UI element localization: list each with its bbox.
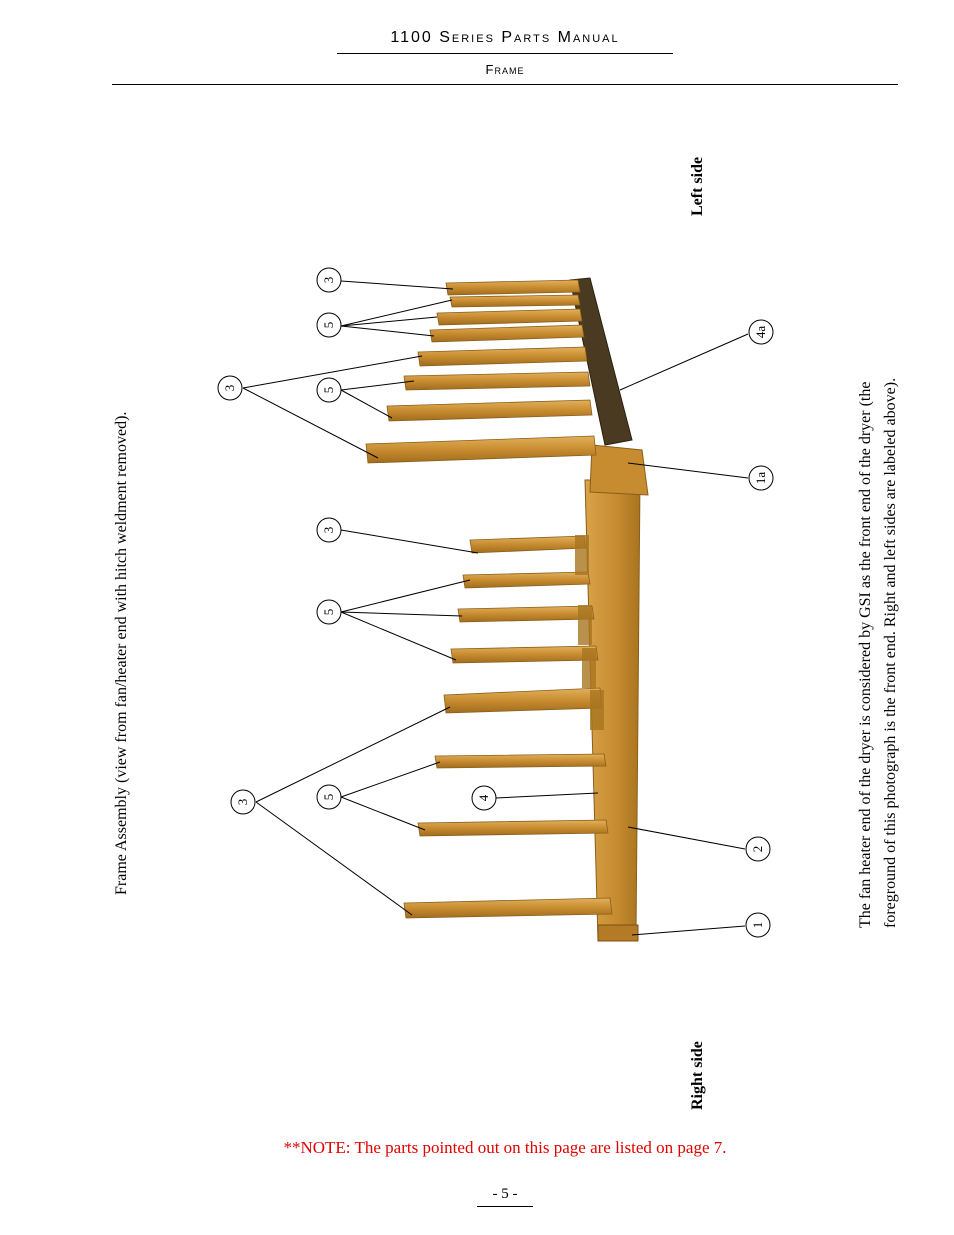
leader-line bbox=[256, 802, 412, 915]
cross-arm bbox=[451, 646, 598, 663]
leader-line bbox=[341, 762, 440, 797]
callout-number: 4 bbox=[476, 794, 491, 802]
leader-line bbox=[341, 317, 437, 326]
cross-arm bbox=[366, 436, 596, 463]
rail-bracket bbox=[590, 690, 604, 730]
leader-line bbox=[243, 388, 378, 458]
leader-line bbox=[341, 797, 425, 830]
callout-number: 3 bbox=[321, 276, 336, 284]
front-end-note-line-2: foreground of this photograph is the front end. Right and left sides are labeled above). bbox=[882, 377, 899, 928]
leader-line bbox=[256, 707, 450, 802]
callout-number: 1 bbox=[750, 921, 765, 929]
leader-line bbox=[341, 381, 414, 390]
cross-arm bbox=[444, 688, 602, 713]
manual-title: 1100 Series Parts Manual bbox=[390, 29, 620, 46]
cross-arm bbox=[435, 754, 606, 768]
callout-number: 3 bbox=[235, 798, 250, 806]
leader-line bbox=[620, 334, 748, 390]
cross-arm bbox=[450, 295, 580, 307]
front-bracket bbox=[590, 445, 648, 495]
leader-line bbox=[628, 827, 745, 849]
callout-number: 5 bbox=[321, 608, 336, 616]
cross-arm bbox=[418, 820, 608, 836]
leader-line bbox=[341, 580, 470, 612]
leader-line bbox=[632, 926, 745, 935]
frame-photo bbox=[366, 278, 648, 941]
rail-bracket bbox=[582, 648, 596, 688]
callout-number: 1a bbox=[753, 471, 768, 485]
callout-number: 3 bbox=[321, 526, 336, 534]
rail-bracket bbox=[578, 605, 592, 645]
page-number-underline bbox=[477, 1206, 533, 1207]
leader-line bbox=[496, 793, 598, 798]
callout-number: 2 bbox=[750, 845, 765, 853]
leader-line bbox=[628, 463, 748, 478]
cross-arm bbox=[418, 347, 587, 366]
section-title: Frame bbox=[485, 62, 525, 77]
callout-balloons bbox=[218, 268, 773, 937]
cross-arm bbox=[446, 280, 580, 295]
callout-number: 5 bbox=[321, 321, 336, 329]
cross-arm bbox=[458, 606, 594, 622]
cross-arm bbox=[404, 372, 590, 390]
cross-arm bbox=[430, 325, 584, 342]
parts-reference-note: **NOTE: The parts pointed out on this page are listed on page 7. bbox=[283, 1138, 727, 1157]
leader-line bbox=[341, 300, 452, 326]
rear-end-plate bbox=[598, 925, 638, 941]
front-end-note-line-1: The fan heater end of the dryer is considered by GSI as the front end of the dryer (the bbox=[857, 381, 874, 928]
cross-arm bbox=[437, 309, 582, 325]
leader-line bbox=[341, 390, 392, 418]
leader-line bbox=[341, 530, 478, 553]
figure-caption: Frame Assembly (view from fan/heater end with hitch weldment removed). bbox=[113, 411, 130, 895]
right-side-label: Right side bbox=[689, 1041, 706, 1110]
cross-arm bbox=[404, 898, 612, 918]
page-number: - 5 - bbox=[492, 1186, 518, 1202]
callout-number: 5 bbox=[321, 793, 336, 801]
cross-arm bbox=[387, 400, 592, 421]
leader-line bbox=[341, 326, 434, 336]
left-side-label: Left side bbox=[689, 156, 706, 216]
callout-number: 4a bbox=[753, 325, 768, 339]
cross-arm bbox=[463, 572, 590, 588]
rail-bracket bbox=[575, 535, 589, 575]
cross-arm bbox=[470, 536, 586, 553]
leader-line bbox=[341, 612, 456, 660]
callout-number: 3 bbox=[222, 384, 237, 392]
leader-line bbox=[341, 281, 453, 289]
leader-line bbox=[341, 612, 462, 616]
callout-number: 5 bbox=[321, 386, 336, 394]
